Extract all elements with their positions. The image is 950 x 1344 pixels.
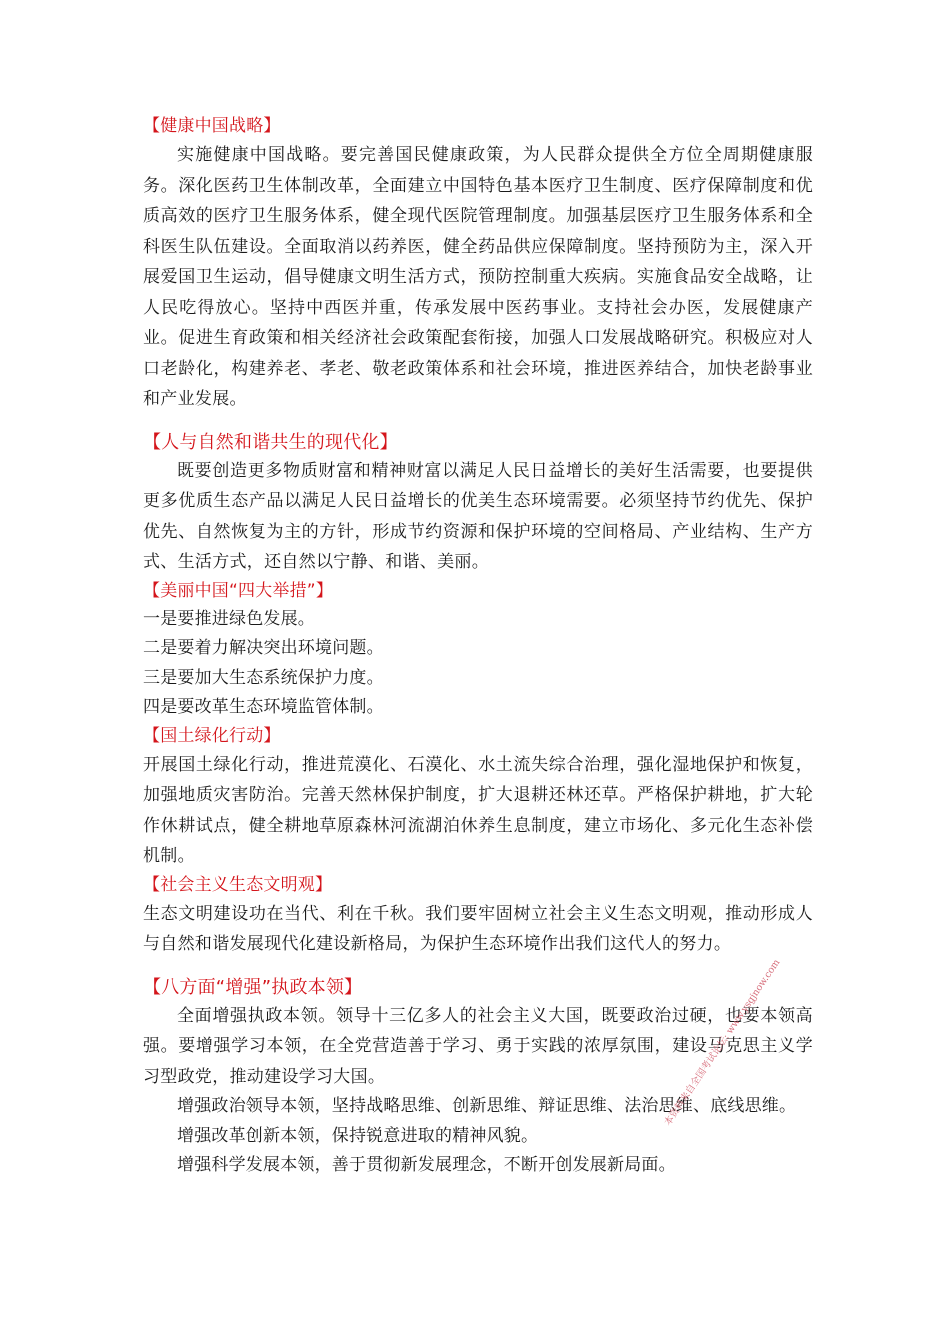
section-heading-health: 【健康中国战略】 [143,116,281,136]
list-item: 增强科学发展本领，善于贯彻新发展理念，不断开创发展新局面。 [177,1155,676,1175]
section-paragraph-greening: 开展国土绿化行动，推进荒漠化、石漠化、水土流失综合治理，强化湿地保护和恢复，加强地质灾害防治。完善天然林保护制度，扩大退耕还林还草。严格保护耕地，扩大轮作休耕试点，健全耕地草原森林河流湖泊休养生息制度，建立市场化、多元化生态补偿机制。 [143,754,813,866]
list-item: 增强政治领导本领，坚持战略思维、创新思维、辩证思维、法治思维、底线思维。 [177,1096,797,1116]
list-item: 增强改革创新本领，保持锐意进取的精神风貌。 [177,1125,539,1146]
section-paragraph-governance: 全面增强执政本领。领导十三亿多人的社会主义大国，既要政治过硬，也要本领高强。要增强学习本领，在全党营造善于学习、勇于实践的浓厚氛围，建设马克思主义学习型政党，推动建设学习大国。 [143,1005,813,1087]
section-heading-nature: 【人与自然和谐共生的现代化】 [143,431,398,453]
section-heading-governance: 【八方面“增强”执政本领】 [143,976,363,998]
list-item: 一是要推进绿色发展。 [143,608,315,629]
watermark: 本资料来自全国考试论坛: www.ysgjnow.com [662,957,783,1128]
section-paragraph-eco-civilization: 生态文明建设功在当代、利在千秋。我们要牢固树立社会主义生态文明观，推动形成人与自然和谐发展现代化建设新格局，为保护生态环境作出我们这代人的努力。 [143,903,813,954]
list-item: 二是要着力解决突出环境问题。 [143,638,384,658]
section-heading-eco-civilization: 【社会主义生态文明观】 [143,874,333,895]
document-body [143,113,813,1181]
section-heading-greening: 【国土绿化行动】 [143,725,281,746]
list-item: 三是要加大生态系统保护力度。 [143,667,384,688]
section-heading-beautiful-china: 【美丽中国“四大举措”】 [143,580,334,601]
section-paragraph-health: 实施健康中国战略。要完善国民健康政策，为人民群众提供全方位全周期健康服务。深化医药卫生体制改革，全面建立中国特色基本医疗卫生制度、医疗保障制度和优质高效的医疗卫生服务体系，健全现代医院管理制度。加强基层医疗卫生服务体系和全科医生队伍建设。全面取消以药养医，健全药品供应保障制度。坚持预防为主，深入开展爱国卫生运动，倡导健康文明生活方式，预防控制重大疾病。实施食品安全战略，让人民吃得放心。坚持中西医并重，传承发展中医药事业。支持社会办医，发展健康产业。促进生育政策和相关经济社会政策配套衔接，加强人口发展战略研究。积极应对人口老龄化，构建养老、孝老、敬老政策体系和社会环境，推进医养结合，加快老龄事业和产业发展。 [143,145,813,409]
section-paragraph-nature: 既要创造更多物质财富和精神财富以满足人民日益增长的美好生活需要，也要提供更多优质生态产品以满足人民日益增长的优美生态环境需要。必须坚持节约优先、保护优先、自然恢复为主的方针，形成节约资源和保护环境的空间格局、产业结构、生产方式、生活方式，还自然以宁静、和谐、美丽。 [143,460,813,572]
list-item: 四是要改革生态环境监管体制。 [143,697,384,717]
